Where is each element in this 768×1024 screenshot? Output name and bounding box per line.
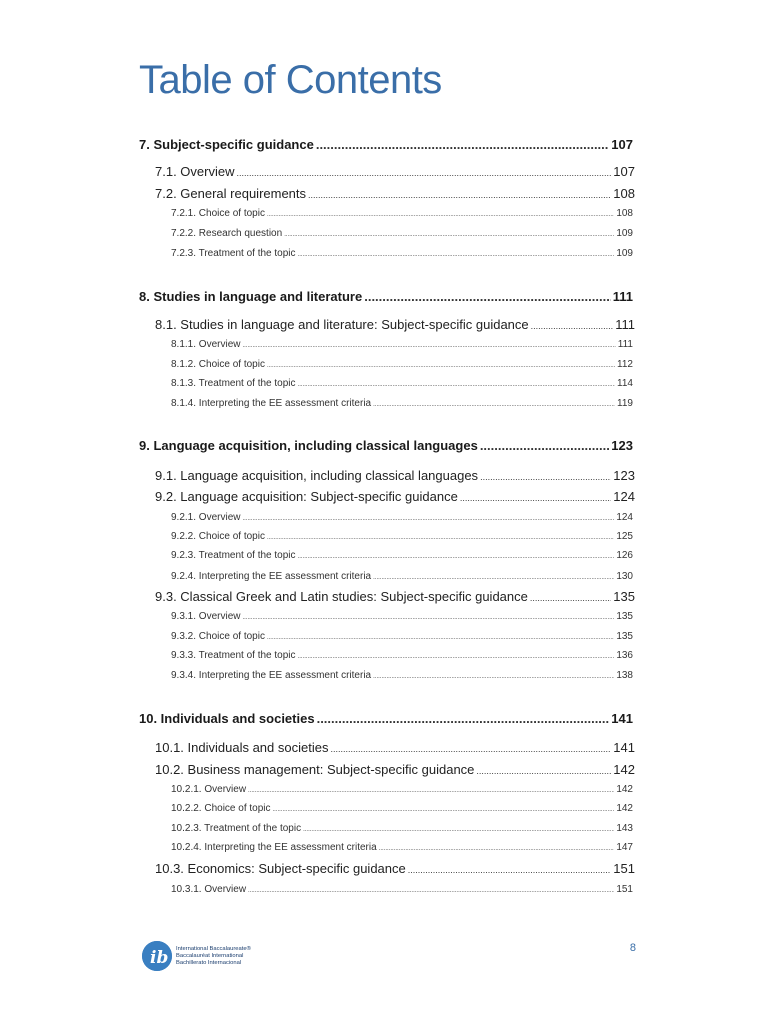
toc-entry-level-3[interactable] xyxy=(171,611,633,622)
toc-entry-label: 9.3.1. Overview xyxy=(171,611,241,622)
toc-entry-level-2[interactable] xyxy=(155,468,635,483)
toc-entry-page: 108 xyxy=(613,186,635,201)
toc-entry-label: 9.2.4. Interpreting the EE assessment criteria xyxy=(171,571,372,582)
dot-leader xyxy=(298,654,615,660)
toc-entry-level-2[interactable] xyxy=(155,489,635,504)
toc-entry-level-1[interactable] xyxy=(139,289,633,304)
dot-leader xyxy=(303,827,614,833)
toc-entry-page: 135 xyxy=(616,631,633,642)
toc-entry-level-3[interactable] xyxy=(171,631,633,642)
toc-entry-page: 125 xyxy=(616,531,633,542)
toc-entry-label: 9.2.2. Choice of topic xyxy=(171,531,265,542)
toc-entry-label: 10.2.3. Treatment of the topic xyxy=(171,823,302,834)
dot-leader xyxy=(242,615,614,621)
dot-leader xyxy=(242,516,614,522)
toc-entry-label: 7. Subject-specific guidance xyxy=(139,137,314,152)
toc-entry-label: 9.3.4. Interpreting the EE assessment criteria xyxy=(171,670,372,681)
dot-leader xyxy=(364,289,611,304)
dot-leader xyxy=(373,402,615,408)
dot-leader xyxy=(330,744,611,754)
dot-leader xyxy=(273,807,615,813)
toc-entry-label: 7.2.3. Treatment of the topic xyxy=(171,248,296,259)
toc-entry-level-3[interactable] xyxy=(171,884,633,895)
toc-entry-page: 142 xyxy=(616,784,633,795)
toc-entry-page: 123 xyxy=(613,468,635,483)
ib-logo-line: International Baccalaureate® xyxy=(176,945,251,952)
toc-entry-label: 8.1. Studies in language and literature: Subject-specific guidance xyxy=(155,317,529,332)
dot-leader xyxy=(460,493,611,503)
dot-leader xyxy=(248,788,614,794)
toc-entry-level-2[interactable] xyxy=(155,740,635,755)
dot-leader xyxy=(476,766,611,776)
dot-leader xyxy=(298,382,616,388)
toc-entry-label: 10.2.1. Overview xyxy=(171,784,247,795)
toc-entry-level-3[interactable] xyxy=(171,512,633,523)
toc-entry-level-3[interactable] xyxy=(171,248,633,259)
toc-entry-level-1[interactable] xyxy=(139,438,633,453)
toc-entry-level-3[interactable] xyxy=(171,803,633,814)
toc-entry-page: 130 xyxy=(616,571,633,582)
toc-entry-label: 10.2. Business management: Subject-specific guidance xyxy=(155,762,475,777)
toc-entry-page: 109 xyxy=(616,228,633,239)
dot-leader xyxy=(267,535,614,541)
toc-entry-page: 109 xyxy=(616,248,633,259)
toc-entry-label: 8.1.4. Interpreting the EE assessment criteria xyxy=(171,398,372,409)
toc-entry-label: 8. Studies in language and literature xyxy=(139,289,363,304)
toc-entry-label: 7.1. Overview xyxy=(155,164,235,179)
toc-entry-page: 151 xyxy=(616,884,633,895)
toc-entry-level-3[interactable] xyxy=(171,784,633,795)
toc-entry-page: 114 xyxy=(617,378,633,389)
toc-entry-page: 111 xyxy=(617,339,633,350)
toc-entry-label: 9. Language acquisition, including classical languages xyxy=(139,438,478,453)
dot-leader xyxy=(298,554,615,560)
toc-entry-label: 10.3. Economics: Subject-specific guidance xyxy=(155,861,406,876)
dot-leader xyxy=(530,593,611,603)
toc-entry-page: 123 xyxy=(611,438,633,453)
ib-logo xyxy=(142,938,262,974)
toc-entry-level-3[interactable] xyxy=(171,842,633,853)
toc-entry-page: 124 xyxy=(616,512,633,523)
toc-entry-label: 10.2.4. Interpreting the EE assessment criteria xyxy=(171,842,377,853)
toc-entry-label: 9.3.3. Treatment of the topic xyxy=(171,650,296,661)
dot-leader xyxy=(317,711,610,726)
dot-leader xyxy=(373,674,614,680)
toc-entry-page: 111 xyxy=(612,289,633,304)
dot-leader xyxy=(284,232,614,238)
ib-logo-text xyxy=(176,946,251,967)
dot-leader xyxy=(236,168,611,178)
svg-text:ib: ib xyxy=(150,948,169,968)
toc-entry-level-3[interactable] xyxy=(171,531,633,542)
toc-entry-page: 143 xyxy=(616,823,633,834)
toc-entry-label: 9.2.3. Treatment of the topic xyxy=(171,550,296,561)
dot-leader xyxy=(267,635,614,641)
toc-entry-level-3[interactable] xyxy=(171,359,633,370)
dot-leader xyxy=(267,212,614,218)
toc-entry-page: 126 xyxy=(616,550,633,561)
ib-logo-line: Bachillerato Internacional xyxy=(176,959,242,966)
toc-entry-page: 151 xyxy=(613,861,635,876)
toc-entry-label: 9.1. Language acquisition, including classical languages xyxy=(155,468,479,483)
toc-entry-level-2[interactable] xyxy=(155,186,635,201)
toc-entry-level-3[interactable] xyxy=(171,208,633,219)
dot-leader xyxy=(480,472,611,482)
toc-entry-level-3[interactable] xyxy=(171,650,633,661)
toc-entry-page: 119 xyxy=(617,398,633,409)
dot-leader xyxy=(480,438,609,453)
toc-entry-level-3[interactable] xyxy=(171,339,633,350)
toc-entry-label: 7.2.1. Choice of topic xyxy=(171,208,265,219)
toc-entry-page: 142 xyxy=(613,762,635,777)
toc-entry-level-2[interactable] xyxy=(155,317,635,332)
toc-entry-level-3[interactable] xyxy=(171,398,633,409)
toc-entry-page: 142 xyxy=(616,803,633,814)
toc-entry-level-1[interactable] xyxy=(139,711,633,726)
toc-entry-page: 141 xyxy=(611,711,633,726)
toc-entry-label: 9.2. Language acquisition: Subject-specific guidance xyxy=(155,489,458,504)
toc-entry-page: 136 xyxy=(616,650,633,661)
toc-entry-level-3[interactable] xyxy=(171,550,633,561)
toc-entry-label: 9.2.1. Overview xyxy=(171,512,241,523)
dot-leader xyxy=(531,321,614,331)
toc-entry-level-3[interactable] xyxy=(171,228,633,239)
toc-entry-page: 108 xyxy=(616,208,633,219)
ib-logo-icon xyxy=(142,941,172,971)
dot-leader xyxy=(242,343,615,349)
toc-entry-page: 135 xyxy=(616,611,633,622)
toc-entry-label: 10. Individuals and societies xyxy=(139,711,315,726)
toc-entry-level-3[interactable] xyxy=(171,823,633,834)
toc-entry-level-2[interactable] xyxy=(155,589,635,604)
page-title: Table of Contents xyxy=(139,58,442,102)
toc-entry-level-2[interactable] xyxy=(155,164,635,179)
toc-entry-label: 8.1.2. Choice of topic xyxy=(171,359,265,370)
dot-leader xyxy=(248,888,614,894)
dot-leader xyxy=(373,575,614,581)
dot-leader xyxy=(316,137,609,152)
toc-entry-level-3[interactable] xyxy=(171,571,633,582)
toc-entry-label: 8.1.1. Overview xyxy=(171,339,241,350)
toc-entry-level-1[interactable] xyxy=(139,137,633,152)
toc-entry-level-3[interactable] xyxy=(171,670,633,681)
toc-entry-label: 7.2. General requirements xyxy=(155,186,307,201)
toc-entry-label: 9.3.2. Choice of topic xyxy=(171,631,265,642)
toc-entry-page: 107 xyxy=(613,164,635,179)
toc-entry-label: 8.1.3. Treatment of the topic xyxy=(171,378,296,389)
dot-leader xyxy=(267,363,615,369)
toc-entry-level-2[interactable] xyxy=(155,861,635,876)
toc-entry-page: 124 xyxy=(613,489,635,504)
dot-leader xyxy=(298,252,615,258)
ib-logo-line: Baccalauréat International xyxy=(176,952,244,959)
dot-leader xyxy=(408,865,612,875)
toc-entry-page: 141 xyxy=(613,740,635,755)
toc-entry-label: 7.2.2. Research question xyxy=(171,228,283,239)
toc-entry-page: 147 xyxy=(616,842,633,853)
toc-entry-page: 111 xyxy=(615,317,635,332)
toc-entry-page: 107 xyxy=(611,137,633,152)
toc-entry-level-3[interactable] xyxy=(171,378,633,389)
toc-entry-page: 135 xyxy=(613,589,635,604)
toc-entry-level-2[interactable] xyxy=(155,762,635,777)
toc-entry-label: 10.2.2. Choice of topic xyxy=(171,803,271,814)
dot-leader xyxy=(308,190,611,200)
toc-entry-page: 112 xyxy=(617,359,633,370)
toc-entry-page: 138 xyxy=(616,670,633,681)
dot-leader xyxy=(379,846,615,852)
toc-entry-label: 9.3. Classical Greek and Latin studies: Subject-specific guidance xyxy=(155,589,528,604)
toc-entry-label: 10.3.1. Overview xyxy=(171,884,247,895)
page-number: 8 xyxy=(629,942,636,954)
toc-entry-label: 10.1. Individuals and societies xyxy=(155,740,329,755)
